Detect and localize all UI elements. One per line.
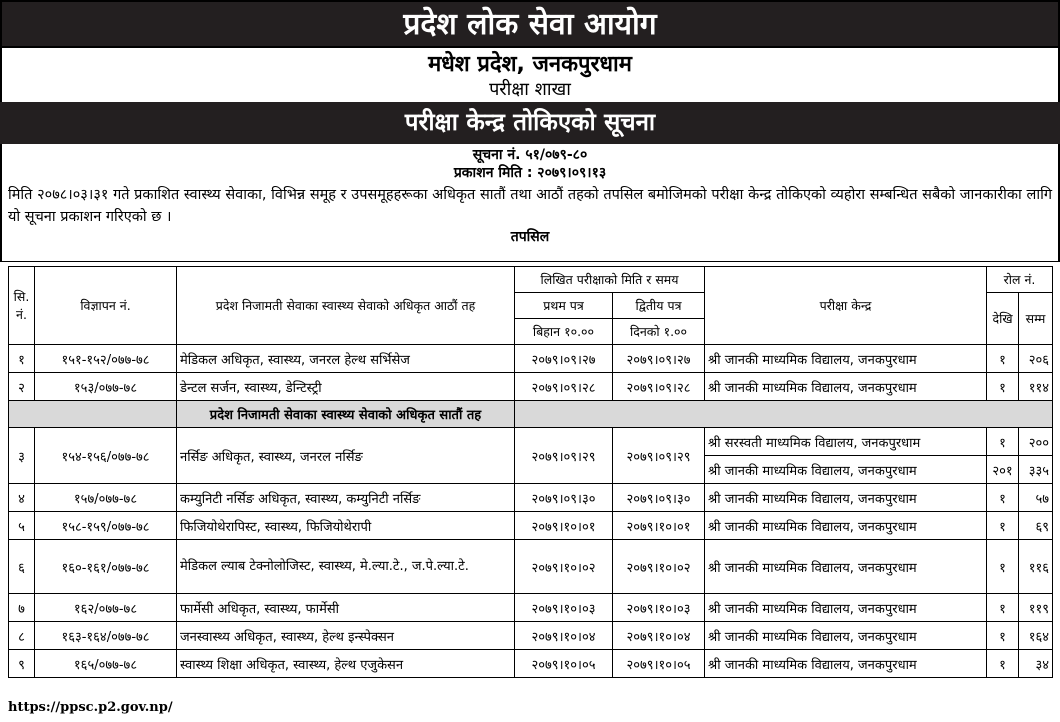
row-paper2-date: २०७९।१०।०५: [613, 650, 705, 678]
row-ad-no: १५३/०७७-७८: [35, 373, 177, 401]
table-row: [9, 345, 1053, 373]
subheading-label: प्रदेश निजामती सेवाका स्वास्थ्य सेवाको अधिकृत सातौं तह: [177, 401, 515, 428]
row-roll-to: १६४: [1019, 622, 1053, 650]
row-paper1-date: २०७९।०९।३०: [515, 484, 613, 512]
row-sn: ८: [9, 622, 35, 650]
notice-number: सूचना नं. ५१/०७९-८०: [472, 147, 588, 163]
row-roll-to: २००: [1019, 428, 1053, 456]
row-sn: ५: [9, 512, 35, 540]
row-roll-from: १: [987, 484, 1019, 512]
row-paper1-date: २०७९।१०।०२: [515, 540, 613, 594]
row-ad-no: १५१-१५२/०७७-७८: [35, 345, 177, 373]
row-paper2-date: २०७९।०९।२७: [613, 345, 705, 373]
row-roll-to: ३४: [1019, 650, 1053, 678]
row-roll-from: १: [987, 540, 1019, 594]
row-roll-from: १: [987, 345, 1019, 373]
row-roll-to: २०६: [1019, 345, 1053, 373]
row-center: श्री जानकी माध्यमिक विद्यालय, जनकपुरधाम: [705, 540, 987, 594]
header-paper1: प्रथम पत्र: [515, 293, 613, 319]
row-roll-to: ३३५: [1019, 456, 1053, 484]
row-post: मेडिकल अधिकृत, स्वास्थ्य, जनरल हेल्थ सर्भिसेज: [177, 345, 515, 373]
row-center: श्री जानकी माध्यमिक विद्यालय, जनकपुरधाम: [705, 373, 987, 401]
row-center: श्री जानकी माध्यमिक विद्यालय, जनकपुरधाम: [705, 622, 987, 650]
row-ad-no: १६३-१६४/०७७-७८: [35, 622, 177, 650]
header-paper1-time: बिहान १०.००: [515, 319, 613, 345]
row-ad-no: १५८-१५९/०७७-७८: [35, 512, 177, 540]
header-ad-no: विज्ञापन नं.: [35, 267, 177, 345]
row-roll-to: ५७: [1019, 484, 1053, 512]
subheading-spacer: [9, 401, 177, 428]
row-post: स्वास्थ्य शिक्षा अधिकृत, स्वास्थ्य, हेल्थ एजुकेसन: [177, 650, 515, 678]
row-roll-to: ११९: [1019, 594, 1053, 622]
section-title: परीक्षा शाखा: [489, 79, 571, 100]
exam-center-table: [8, 266, 1053, 678]
row-sn: २: [9, 373, 35, 401]
table-row: [9, 373, 1053, 401]
table-row: [9, 650, 1053, 678]
table-row: [9, 484, 1053, 512]
table-row: [9, 512, 1053, 540]
row-paper1-date: २०७९।०९।२७: [515, 345, 613, 373]
row-paper2-date: २०७९।०९।२८: [613, 373, 705, 401]
subheading-row: [9, 401, 1053, 428]
website-url: https://ppsc.p2.gov.np/: [8, 700, 173, 715]
row-roll-to: ११६: [1019, 540, 1053, 594]
row-post: फार्मेसी अधिकृत, स्वास्थ्य, फार्मेसी: [177, 594, 515, 622]
subheading-spacer: [515, 401, 1053, 428]
header-sn: सि. नं.: [9, 267, 35, 345]
row-paper2-date: २०७९।१०।०३: [613, 594, 705, 622]
publish-date: प्रकाशन मिति : २०७९।०९।१३: [453, 165, 607, 181]
row-paper2-date: २०७९।१०।०४: [613, 622, 705, 650]
notice-body: मिति २०७८।०३।३१ गते प्रकाशित स्वास्थ्य सेवाका, विभिन्न समूह र उपसमूहहरूका अधिकृत सातौं तथा आठौं तहको तपसिल बमोजिमको परीक्षा केन्द्र तोकिएको व्यहोरा सम्बन्धित सबैको जानकारीका लागि यो सूचना प्रकाशन गरिएको छ ।: [8, 187, 1052, 225]
table-body: [9, 345, 1053, 678]
row-post: डेन्टल सर्जन, स्वास्थ्य, डेन्टिस्ट्री: [177, 373, 515, 401]
header-center: परीक्षा केन्द्र: [705, 267, 987, 345]
row-post: फिजियोथेरापिस्ट, स्वास्थ्य, फिजियोथेरापी: [177, 512, 515, 540]
row-ad-no: १६०-१६१/०७७-७८: [35, 540, 177, 594]
row-roll-from: १: [987, 428, 1019, 456]
table-row: [9, 622, 1053, 650]
table-row: [9, 540, 1053, 594]
commission-title: प्रदेश लोक सेवा आयोग: [0, 0, 1060, 48]
row-center: श्री जानकी माध्यमिक विद्यालय, जनकपुरधाम: [705, 484, 987, 512]
row-post: कम्युनिटी नर्सिङ अधिकृत, स्वास्थ्य, कम्युनिटी नर्सिङ: [177, 484, 515, 512]
row-center: श्री जानकी माध्यमिक विद्यालय, जनकपुरधाम: [705, 594, 987, 622]
row-ad-no: १५४-१५६/०७७-७८: [35, 428, 177, 484]
row-ad-no: १५७/०७७-७८: [35, 484, 177, 512]
header-exam-datetime: लिखित परीक्षाको मिति र समय: [515, 267, 705, 293]
row-center: श्री जानकी माध्यमिक विद्यालय, जनकपुरधाम: [705, 456, 987, 484]
row-roll-to: ११४: [1019, 373, 1053, 401]
row-post: नर्सिङ अधिकृत, स्वास्थ्य, जनरल नर्सिङ: [177, 428, 515, 484]
header-paper2: द्वितीय पत्र: [613, 293, 705, 319]
notice-box: [0, 144, 1060, 262]
row-paper2-date: २०७९।१०।०१: [613, 512, 705, 540]
row-roll-from: २०१: [987, 456, 1019, 484]
province-title: मधेश प्रदेश, जनकपुरधाम: [428, 52, 632, 77]
row-center: श्री सरस्वती माध्यमिक विद्यालय, जनकपुरधाम: [705, 428, 987, 456]
row-paper2-date: २०७९।१०।०२: [613, 540, 705, 594]
row-post: मेडिकल ल्याब टेक्नोलोजिस्ट, स्वास्थ्य, मे.ल्या.टे., ज.पे.ल्या.टे.: [177, 540, 515, 594]
row-sn: ४: [9, 484, 35, 512]
row-paper1-date: २०७९।१०।०१: [515, 512, 613, 540]
header-post: प्रदेश निजामती सेवाका स्वास्थ्य सेवाको अधिकृत आठौं तह: [177, 267, 515, 345]
subheader: [0, 48, 1060, 102]
notice-title: परीक्षा केन्द्र तोकिएको सूचना: [0, 102, 1060, 144]
table-row: [9, 594, 1053, 622]
row-paper1-date: २०७९।१०।०४: [515, 622, 613, 650]
row-roll-from: १: [987, 650, 1019, 678]
header-roll-from: देखि: [987, 293, 1019, 345]
row-paper1-date: २०७९।१०।०५: [515, 650, 613, 678]
row-paper2-date: २०७९।०९।३०: [613, 484, 705, 512]
row-sn: ६: [9, 540, 35, 594]
header-roll: रोल नं.: [987, 267, 1053, 293]
row-sn: ९: [9, 650, 35, 678]
row-roll-to: ६९: [1019, 512, 1053, 540]
header-paper2-time: दिनको १.००: [613, 319, 705, 345]
row-sn: ३: [9, 428, 35, 484]
row-roll-from: १: [987, 512, 1019, 540]
row-paper1-date: २०७९।१०।०३: [515, 594, 613, 622]
row-post: जनस्वास्थ्य अधिकृत, स्वास्थ्य, हेल्थ इन्स्पेक्सन: [177, 622, 515, 650]
header-roll-to: सम्म: [1019, 293, 1053, 345]
row-center: श्री जानकी माध्यमिक विद्यालय, जनकपुरधाम: [705, 512, 987, 540]
row-roll-from: १: [987, 622, 1019, 650]
row-roll-from: १: [987, 594, 1019, 622]
table-row: [9, 428, 1053, 456]
row-ad-no: १६५/०७७-७८: [35, 650, 177, 678]
row-sn: ७: [9, 594, 35, 622]
schedule-label: तपसिल: [510, 229, 550, 245]
row-paper1-date: २०७९।०९।२९: [515, 428, 613, 484]
row-center: श्री जानकी माध्यमिक विद्यालय, जनकपुरधाम: [705, 650, 987, 678]
row-paper2-date: २०७९।०९।२९: [613, 428, 705, 484]
row-ad-no: १६२/०७७-७८: [35, 594, 177, 622]
row-roll-from: १: [987, 373, 1019, 401]
row-center: श्री जानकी माध्यमिक विद्यालय, जनकपुरधाम: [705, 345, 987, 373]
row-sn: १: [9, 345, 35, 373]
row-paper1-date: २०७९।०९।२८: [515, 373, 613, 401]
